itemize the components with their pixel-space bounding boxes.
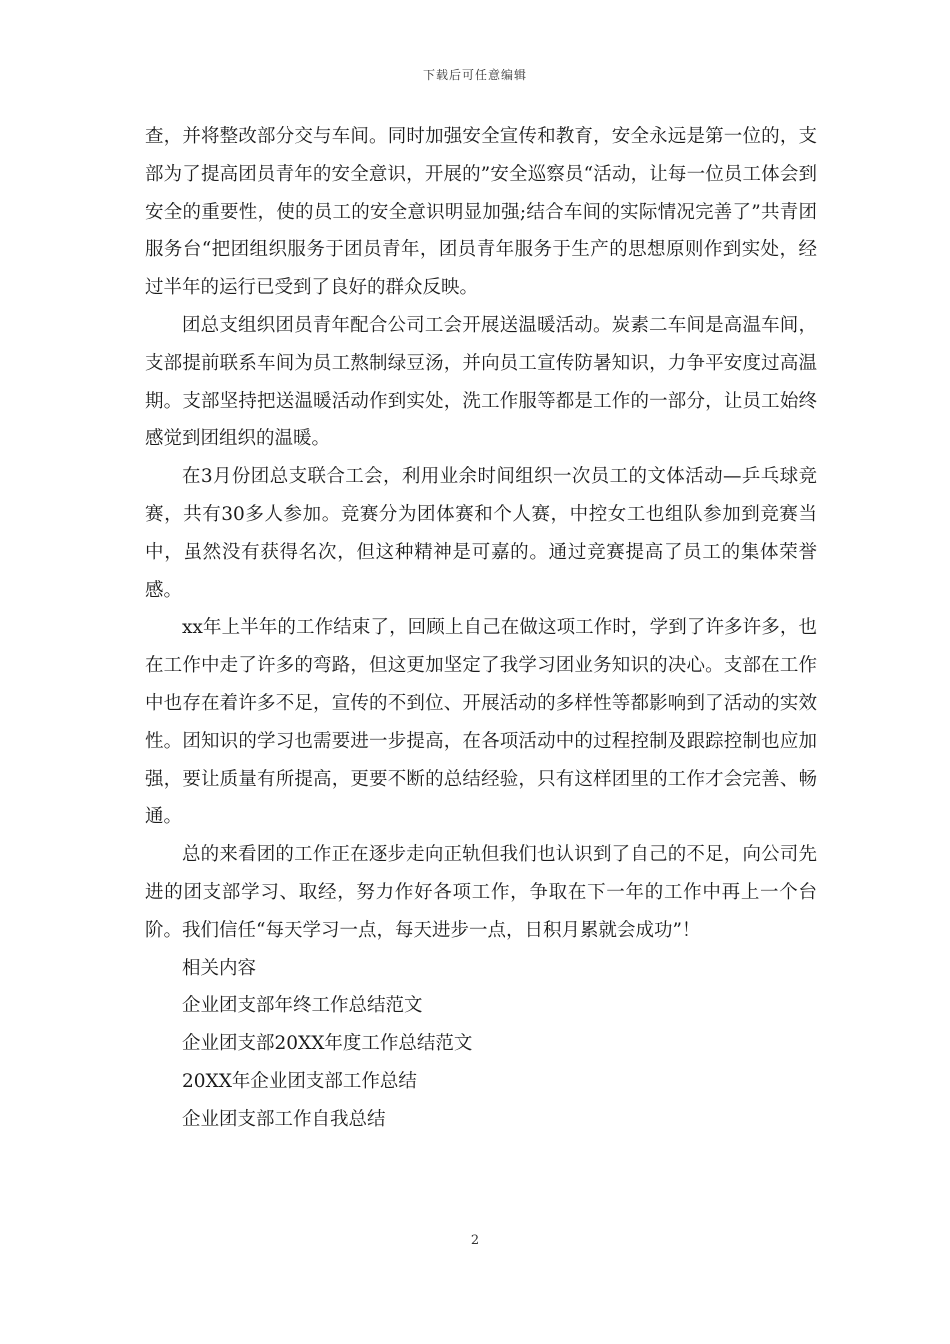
- page-number: 2: [470, 1233, 480, 1248]
- related-link[interactable]: 企业团支部年终工作总结范文: [182, 995, 423, 1017]
- related-content-section: [145, 950, 817, 1139]
- related-link[interactable]: 20XX年企业团支部工作总结: [182, 1070, 417, 1092]
- page-header: 下载后可任意编辑: [422, 68, 527, 82]
- document-body: [145, 118, 817, 1139]
- related-link[interactable]: 企业团支部工作自我总结: [182, 1108, 386, 1130]
- paragraph-half-year-review: xx年上半年的工作结束了，回顾上自己在做这项工作时，学到了许多许多，也在工作中走了许多的弯路，但这更加坚定了我学习团业务知识的决心。支部在工作中也存在着许多不足，宣传的不到位、开展活动的多样性等都影响到了活动的实效性。团知识的学习也需要进一步提高，在各项活动中的过程控制及跟踪控制也应加强，要让质量有所提高，更要不断的总结经验，只有这样团里的工作才会完善、畅通。: [145, 617, 817, 828]
- paragraph-ping-pong-contest: 在3月份团总支联合工会，利用业余时间组织一次员工的文体活动—乒乓球竞赛，共有30多人参加。竞赛分为团体赛和个人赛，中控女工也组队参加到竞赛当中，虽然没有获得名次，但这种精神是可嘉的。通过竞赛提高了员工的集体荣誉感。: [145, 466, 817, 601]
- paragraph-conclusion: 总的来看团的工作正在逐步走向正轨但我们也认识到了自己的不足，向公司先进的团支部学习、取经，努力作好各项工作，争取在下一年的工作中再上一个台阶。我们信任“每天学习一点，每天进步一点，日积月累就会成功”！: [145, 844, 817, 941]
- related-content-heading: 相关内容: [182, 957, 257, 979]
- paragraph-warmth-activity: 团总支组织团员青年配合公司工会开展送温暖活动。炭素二车间是高温车间，支部提前联系车间为员工熬制绿豆汤，并向员工宣传防暑知识，力争平安度过高温期。支部坚持把送温暖活动作到实处，洗工作服等都是工作的一部分，让员工始终感觉到团组织的温暖。: [145, 314, 817, 450]
- paragraph-continuation: 查，并将整改部分交与车间。同时加强安全宣传和教育，安全永远是第一位的，支部为了提高团员青年的安全意识，开展的”安全巡察员“活动，让每一位员工体会到安全的重要性，使的员工的安全意识明显加强;结合车间的实际情况完善了”共青团服务台“把团组织服务于团员青年，团员青年服务于生产的思想原则作到实处，经过半年的运行已受到了良好的群众反映。: [145, 126, 817, 299]
- related-link[interactable]: 企业团支部20XX年度工作总结范文: [182, 1033, 473, 1055]
